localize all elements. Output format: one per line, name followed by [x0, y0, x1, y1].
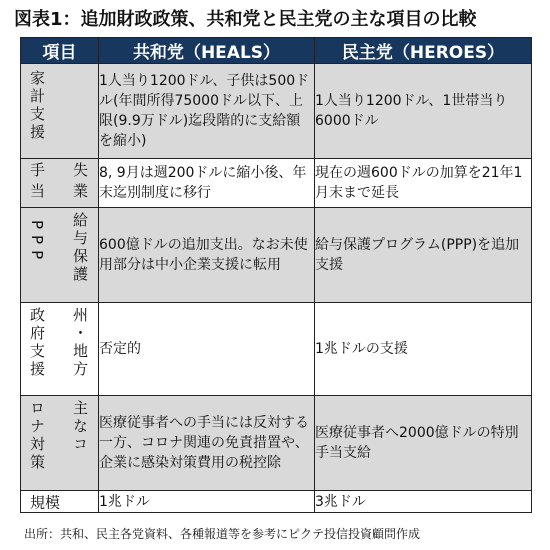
row-label-main: 家計支援	[28, 70, 46, 142]
table-row	[21, 303, 532, 396]
row-label-sub: 給与保護	[71, 212, 89, 284]
header-heroes: 民主党（HEROES）	[315, 38, 532, 64]
cell-heroes: 医療従事者へ2000億ドルの特別手当支給	[315, 396, 532, 491]
row-label-household	[21, 64, 99, 159]
row-label-ppp	[21, 208, 99, 303]
row-label-main: ロナ対策	[28, 400, 46, 472]
row-label-sub: 州・地方	[71, 307, 89, 379]
cell-heals: 否定的	[99, 303, 315, 396]
cell-heals: 1人当り1200ドル、子供は500ドル(年間所得75000ドル以下、上限(9.9万ドル)迄段階的に支給額を縮小)	[99, 64, 315, 159]
cell-heals: 1兆ドル	[99, 491, 315, 513]
cell-heroes: 3兆ドル	[315, 491, 532, 513]
page-title: 図表1：追加財政政策、共和党と民主党の主な項目の比較	[14, 9, 477, 30]
row-label-main: PPP	[28, 220, 46, 266]
table-header-row	[21, 38, 532, 64]
row-label-state-local	[21, 303, 99, 396]
row-label-sub: 失業	[71, 162, 89, 204]
table-row	[21, 64, 532, 159]
table-row	[21, 208, 532, 303]
table-row	[21, 491, 532, 513]
row-label-main: 手当	[28, 162, 46, 204]
row-label-scale	[21, 491, 99, 513]
table-row	[21, 159, 532, 208]
header-item: 項目	[21, 38, 99, 64]
row-label-main: 規模	[30, 493, 61, 511]
cell-heals: 600億ドルの追加支出。なお未使用部分は中小企業支援に転用	[99, 208, 315, 303]
header-heals: 共和党（HEALS）	[99, 38, 315, 64]
row-label-sub: 主なコ	[71, 400, 89, 454]
cell-heroes: 1人当り1200ドル、1世帯当り6000ドル	[315, 64, 532, 159]
cell-heals: 医療従事者への手当には反対する一方、コロナ関連の免責措置や、企業に感染対策費用の税控除	[99, 396, 315, 491]
source-note: 出所：共和、民主各党資料、各種報道等を参考にピクテ投信投資顧問作成	[24, 527, 421, 541]
cell-heals: 8, 9月は週200ドルに縮小後、年末迄別制度に移行	[99, 159, 315, 208]
row-label-main: 政府支援	[28, 307, 46, 379]
cell-heroes: 1兆ドルの支援	[315, 303, 532, 396]
comparison-table	[20, 37, 532, 513]
row-label-unemployment	[21, 159, 99, 208]
table-row	[21, 396, 532, 491]
cell-heroes: 現在の週600ドルの加算を21年1月末まで延長	[315, 159, 532, 208]
row-label-covid	[21, 396, 99, 491]
cell-heroes: 給与保護プログラム(PPP)を追加支援	[315, 208, 532, 303]
